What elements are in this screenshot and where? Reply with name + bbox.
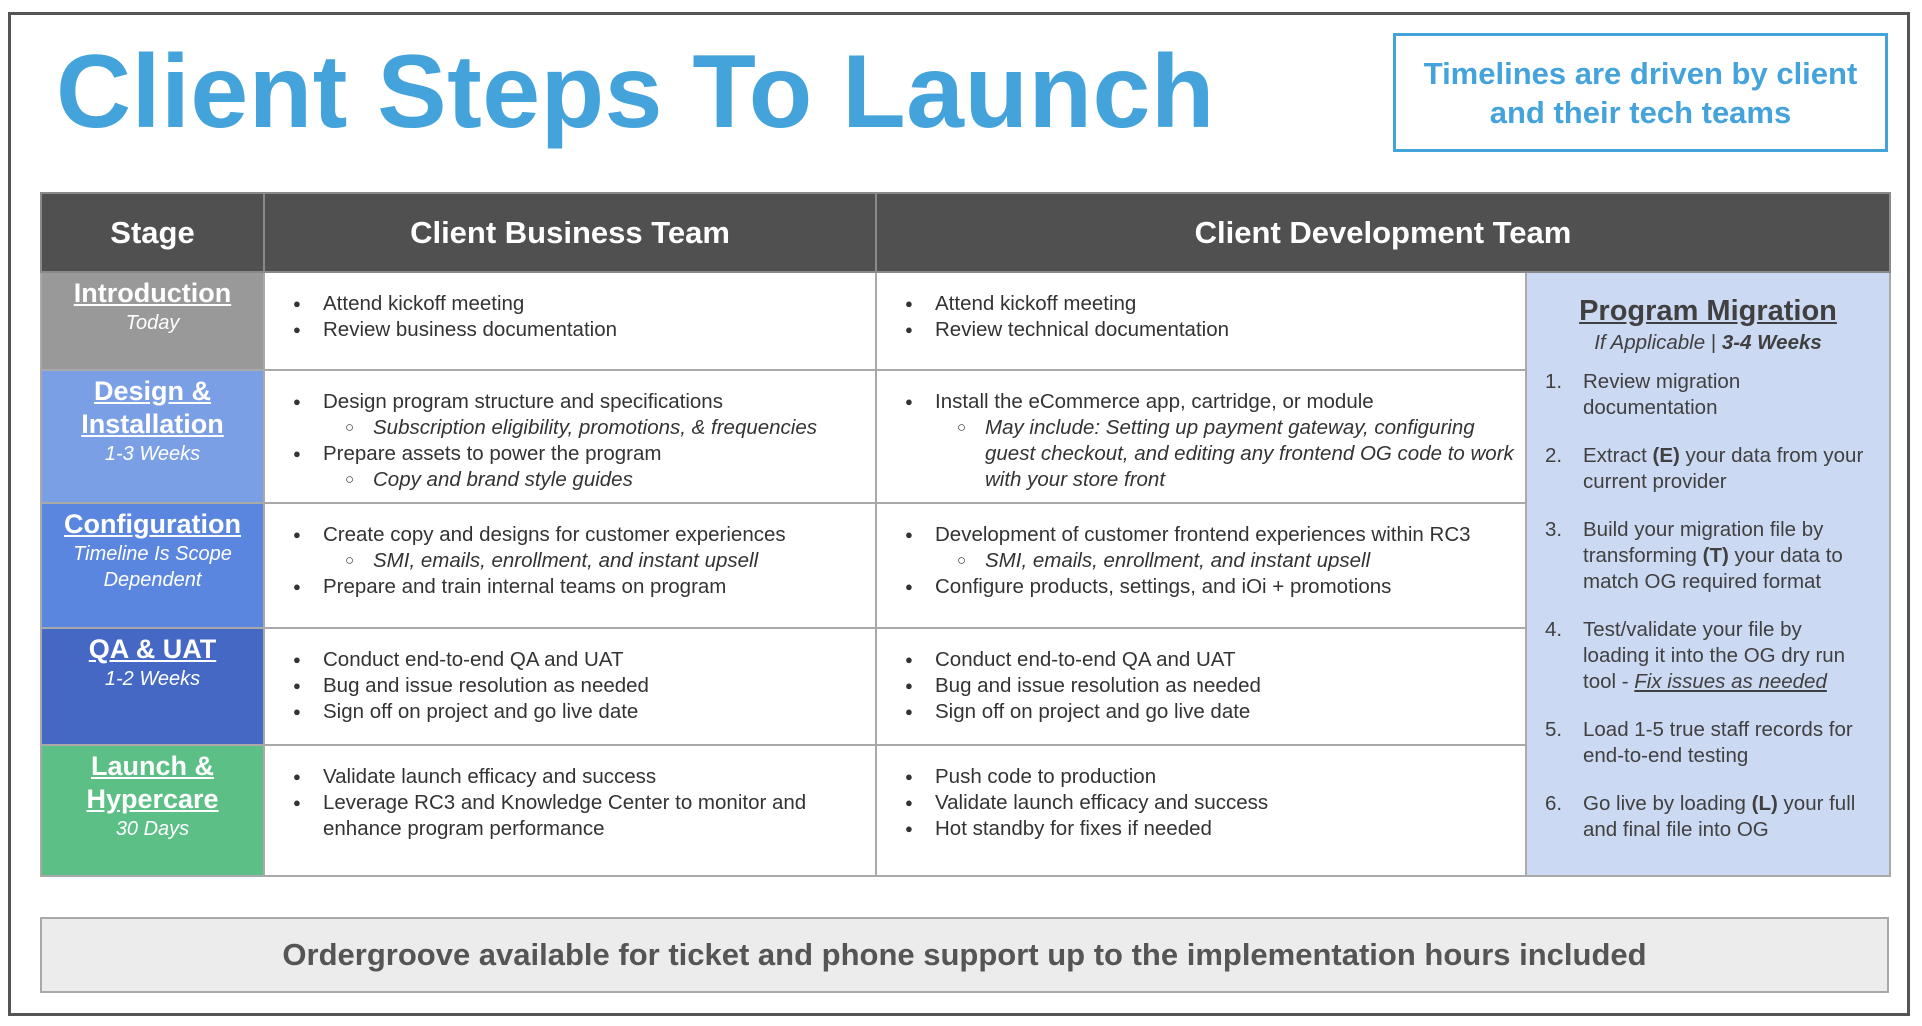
stage-timeline: 1-3 Weeks <box>104 442 201 465</box>
development-cell <box>876 745 1526 876</box>
list-item-text: Leverage RC3 and Knowledge Center to monitor and enhance program performance <box>323 790 807 840</box>
list-item <box>935 574 1515 600</box>
program-migration-panel <box>1526 272 1890 876</box>
development-team-column-header: Client Development Team <box>876 193 1890 272</box>
list-item <box>323 574 865 600</box>
stage-timeline: Today <box>125 312 180 334</box>
timeline-callout-text: Timelines are driven by client and their tech teams <box>1423 55 1858 130</box>
development-cell <box>876 272 1526 370</box>
stage-timeline: Timeline Is Scope Dependent <box>73 543 232 592</box>
bullet-list <box>905 291 1515 343</box>
step-number: 5. <box>1545 718 1563 741</box>
business-team-column-header: Client Business Team <box>264 193 876 272</box>
list-item-text: Development of customer frontend experiences within RC3 <box>935 523 1471 547</box>
step-text: your data to match OG required format <box>1583 544 1843 593</box>
list-item-text: Design program structure and specifications <box>323 389 723 413</box>
steps-table <box>40 192 1891 877</box>
migration-step <box>1545 517 1871 595</box>
migration-step <box>1545 369 1871 421</box>
sub-bullet-list <box>323 548 865 574</box>
step-text: Test/validate your file by loading it into the OG dry run tool - <box>1583 618 1846 693</box>
list-item <box>935 647 1515 673</box>
sub-list-item: ○ Subscription eligibility, promotions, & frequencies <box>373 415 865 441</box>
migration-subtitle <box>1545 329 1871 357</box>
sub-list-item: ○ Copy and brand style guides <box>373 467 865 493</box>
sub-list-item: ○ May include: Setting up payment gateway, configuring guest checkout, and editing any frontend OG code to work with your store front <box>985 415 1515 493</box>
business-cell <box>264 628 876 745</box>
step-text: (E) <box>1652 444 1680 467</box>
list-item-text: Sign off on project and go live date <box>323 699 639 723</box>
list-item-text: Validate launch efficacy and success <box>323 764 657 788</box>
list-item <box>323 647 865 673</box>
list-item-text: Sign off on project and go live date <box>935 699 1251 723</box>
migration-step <box>1545 717 1871 769</box>
list-item-text: Attend kickoff meeting <box>935 292 1137 315</box>
list-item <box>935 317 1515 343</box>
list-item-text: Bug and issue resolution as needed <box>323 673 649 697</box>
step-text: Build your migration file by transforming <box>1583 518 1824 567</box>
list-item-text: Hot standby for fixes if needed <box>935 816 1212 840</box>
list-item <box>323 790 865 842</box>
list-item <box>323 441 865 493</box>
stage-cell-design-installation <box>41 370 264 503</box>
stage-timeline: 1-2 Weeks <box>104 667 201 690</box>
list-item <box>323 389 865 441</box>
bullet-list <box>905 389 1515 493</box>
page-title: Client Steps To Launch <box>56 34 1215 150</box>
stage-cell-introduction <box>41 272 264 370</box>
business-cell <box>264 745 876 876</box>
migration-title[interactable]: Program Migration <box>1579 295 1837 327</box>
sub-bullet-list <box>935 415 1515 493</box>
stage-name[interactable]: Design & Installation <box>81 375 224 439</box>
business-cell <box>264 370 876 503</box>
bullet-list <box>293 522 865 600</box>
list-item <box>935 816 1515 842</box>
stage-cell-configuration <box>41 503 264 627</box>
list-item-text: Push code to production <box>935 764 1157 788</box>
list-item-text: Validate launch efficacy and success <box>935 790 1269 814</box>
list-item-text: Bug and issue resolution as needed <box>935 673 1261 697</box>
support-footer-text: Ordergroove available for ticket and phone support up to the implementation hours included <box>282 937 1647 972</box>
stage-name[interactable]: Configuration <box>64 509 241 540</box>
business-cell <box>264 503 876 627</box>
step-link-text[interactable]: Fix issues as needed <box>1634 670 1827 693</box>
table-header-row <box>41 193 1890 272</box>
migration-step <box>1545 443 1871 495</box>
list-item <box>323 291 865 317</box>
step-text: Review migration documentation <box>1583 370 1741 419</box>
step-number: 6. <box>1545 792 1563 815</box>
support-footer-banner <box>40 917 1889 993</box>
list-item <box>935 291 1515 317</box>
stage-name[interactable]: Launch & Hypercare <box>86 750 219 814</box>
bullet-list <box>905 522 1515 600</box>
step-number: 2. <box>1545 444 1563 467</box>
list-item-text: Conduct end-to-end QA and UAT <box>935 647 1236 671</box>
bullet-list <box>293 764 865 842</box>
step-text: Load 1-5 true staff records for end-to-end testing <box>1583 718 1853 767</box>
list-item-text: Review technical documentation <box>935 318 1229 341</box>
sub-bullet-list <box>935 548 1515 574</box>
list-item <box>935 699 1515 725</box>
step-text: your data from your current provider <box>1583 444 1864 493</box>
development-cell <box>876 503 1526 627</box>
development-cell <box>876 628 1526 745</box>
migration-step <box>1545 617 1871 695</box>
step-text: your full and final file into OG <box>1583 792 1856 841</box>
list-item <box>935 764 1515 790</box>
migration-steps-list <box>1545 369 1871 843</box>
list-item <box>323 522 865 574</box>
sub-bullet-list <box>323 415 865 441</box>
bullet-list <box>293 647 865 725</box>
business-cell <box>264 272 876 370</box>
list-item <box>323 699 865 725</box>
list-item <box>935 790 1515 816</box>
bullet-list <box>293 291 865 343</box>
step-text: Extract <box>1583 444 1653 467</box>
step-number: 3. <box>1545 518 1563 541</box>
step-text: (T) <box>1702 544 1729 567</box>
step-text: Go live by loading <box>1583 792 1752 815</box>
bullet-list <box>905 764 1515 842</box>
development-cell <box>876 370 1526 503</box>
list-item-text: Conduct end-to-end QA and UAT <box>323 647 624 671</box>
step-text: (L) <box>1751 792 1778 815</box>
list-item-text: Configure products, settings, and iOi + promotions <box>935 575 1392 599</box>
stage-column-header: Stage <box>41 193 264 272</box>
list-item-text: Create copy and designs for customer experiences <box>323 523 786 547</box>
list-item-text: Attend kickoff meeting <box>323 292 525 315</box>
step-number: 4. <box>1545 618 1563 641</box>
list-item-text: Install the eCommerce app, cartridge, or module <box>935 389 1374 413</box>
list-item <box>323 764 865 790</box>
stage-cell-launch-hypercare <box>41 745 264 876</box>
list-item-text: Review business documentation <box>323 318 617 341</box>
sub-list-item: ○ SMI, emails, enrollment, and instant upsell <box>985 548 1515 574</box>
list-item-text: Prepare assets to power the program <box>323 441 662 465</box>
list-item <box>935 673 1515 699</box>
step-number: 1. <box>1545 370 1563 393</box>
list-item-text: Prepare and train internal teams on program <box>323 575 727 599</box>
bullet-list <box>293 389 865 493</box>
sub-bullet-list <box>323 467 865 493</box>
migration-applicability: If Applicable <box>1594 331 1706 354</box>
migration-duration: 3-4 Weeks <box>1721 331 1822 354</box>
bullet-list <box>905 647 1515 725</box>
list-item <box>935 389 1515 493</box>
list-item <box>323 673 865 699</box>
stage-name[interactable]: Introduction <box>73 278 232 308</box>
migration-step <box>1545 791 1871 843</box>
stage-timeline: 30 Days <box>115 817 190 840</box>
list-item <box>323 317 865 343</box>
stage-cell-qa-uat <box>41 628 264 745</box>
timeline-callout-box <box>1393 33 1888 152</box>
migration-subtitle-separator: | <box>1705 331 1722 354</box>
stage-name[interactable]: QA & UAT <box>88 633 217 664</box>
sub-list-item: ○ SMI, emails, enrollment, and instant upsell <box>373 548 865 574</box>
list-item <box>935 522 1515 574</box>
table-row <box>41 272 1890 370</box>
